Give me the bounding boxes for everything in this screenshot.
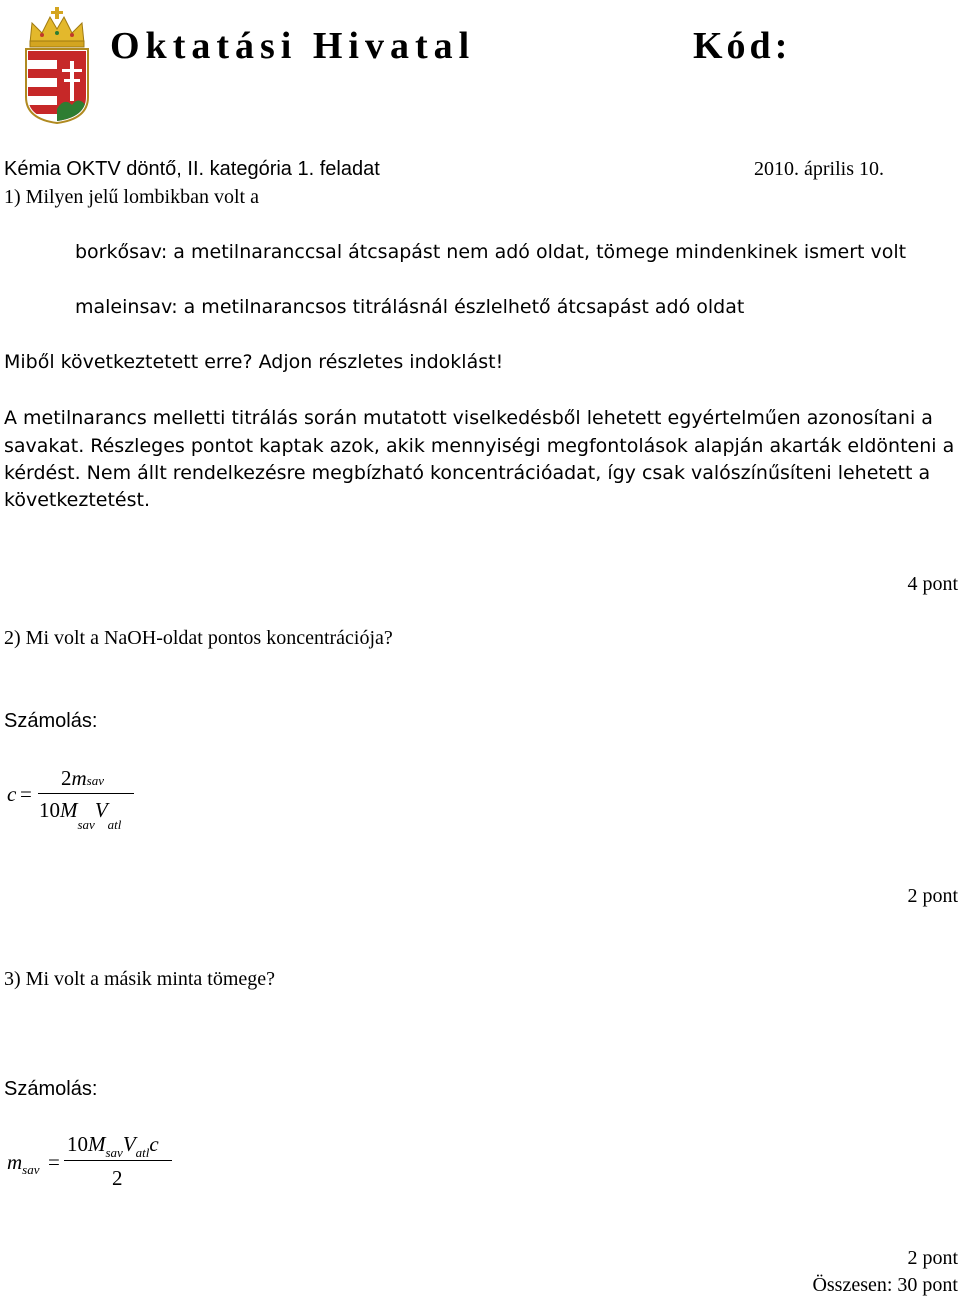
- q1-line-a: borkősav: a metilnaranccsal átcsapást nem adó oldat, tömege mindenkinek ismert volt: [75, 241, 907, 263]
- q3-question: 3) Mi volt a másik minta tömege?: [4, 968, 276, 990]
- q3-num-var3: c: [149, 1132, 159, 1156]
- q2-den-var2: V: [94, 798, 108, 822]
- q2-den-sub1: sav: [77, 817, 95, 832]
- q3-lhs-sub: sav: [22, 1162, 40, 1177]
- coat-of-arms-logo: [22, 5, 92, 125]
- q2-den-var1: M: [60, 798, 78, 822]
- exam-title: Kémia OKTV döntő, II. kategória 1. feladat: [4, 158, 380, 180]
- q2-formula-num: [61, 766, 104, 791]
- q3-calc-label: Számolás:: [4, 1078, 98, 1100]
- q3-formula: [0, 1128, 220, 1198]
- q1-points: 4 pont: [907, 573, 958, 595]
- q3-num-var1: M: [88, 1132, 106, 1156]
- q3-num-sub2: atl: [135, 1145, 150, 1160]
- q2-formula-lhs: c: [7, 782, 17, 806]
- q3-formula-lhs: [7, 1150, 40, 1175]
- q3-fraction-line: [64, 1160, 172, 1161]
- header-title: Oktatási Hivatal: [110, 25, 476, 67]
- q2-points: 2 pont: [907, 885, 958, 907]
- q1-followup: Miből következtetett erre? Adjon részletes indoklást!: [4, 351, 504, 373]
- q1-answer-line-3: kérdést. Nem állt rendelkezésre megbízható koncentrációadat, így csak valószínűsíteni lehetett a: [4, 462, 931, 484]
- q2-num-coef: 2: [61, 766, 72, 790]
- q2-fraction-line: [38, 793, 134, 794]
- q1-answer-line-2: savakat. Részleges pontot kaptak azok, akik mennyiségi megfontolások alapján akarták eldönteni a: [4, 435, 955, 457]
- q3-formula-den: 2: [112, 1166, 123, 1190]
- q2-num-sub: sav: [86, 773, 105, 788]
- q3-points: 2 pont: [907, 1247, 958, 1269]
- q2-num-var: m: [71, 766, 87, 790]
- q2-den-sub2: atl: [107, 817, 122, 832]
- code-label: Kód:: [693, 25, 792, 67]
- q3-formula-eq: =: [48, 1150, 60, 1174]
- q2-question: 2) Mi volt a NaOH-oldat pontos koncentrációja?: [4, 627, 393, 649]
- q1-line-b: maleinsav: a metilnarancsos titrálásnál észlelhető átcsapást adó oldat: [75, 296, 745, 318]
- q2-formula-den: [39, 798, 122, 832]
- q2-calc-label: Számolás:: [4, 710, 98, 732]
- q3-lhs-var: m: [7, 1150, 23, 1174]
- q2-formula: [0, 760, 200, 830]
- q2-den-coef: 10: [39, 798, 60, 822]
- q3-formula-num: [67, 1132, 159, 1160]
- q3-num-coef: 10: [67, 1132, 88, 1156]
- q3-num-var2: V: [122, 1132, 136, 1156]
- q2-formula-eq: =: [20, 782, 32, 806]
- q1-answer-line-4: következtetést.: [4, 489, 150, 511]
- exam-date: 2010. április 10.: [754, 158, 884, 180]
- q3-num-sub1: sav: [105, 1145, 123, 1160]
- q1-question: 1) Milyen jelű lombikban volt a: [4, 186, 259, 208]
- total-points: Összesen: 30 pont: [812, 1274, 958, 1296]
- q1-answer-line-1: A metilnarancs melletti titrálás során mutatott viselkedésből lehetett egyértelműen azonosítani a: [4, 407, 933, 429]
